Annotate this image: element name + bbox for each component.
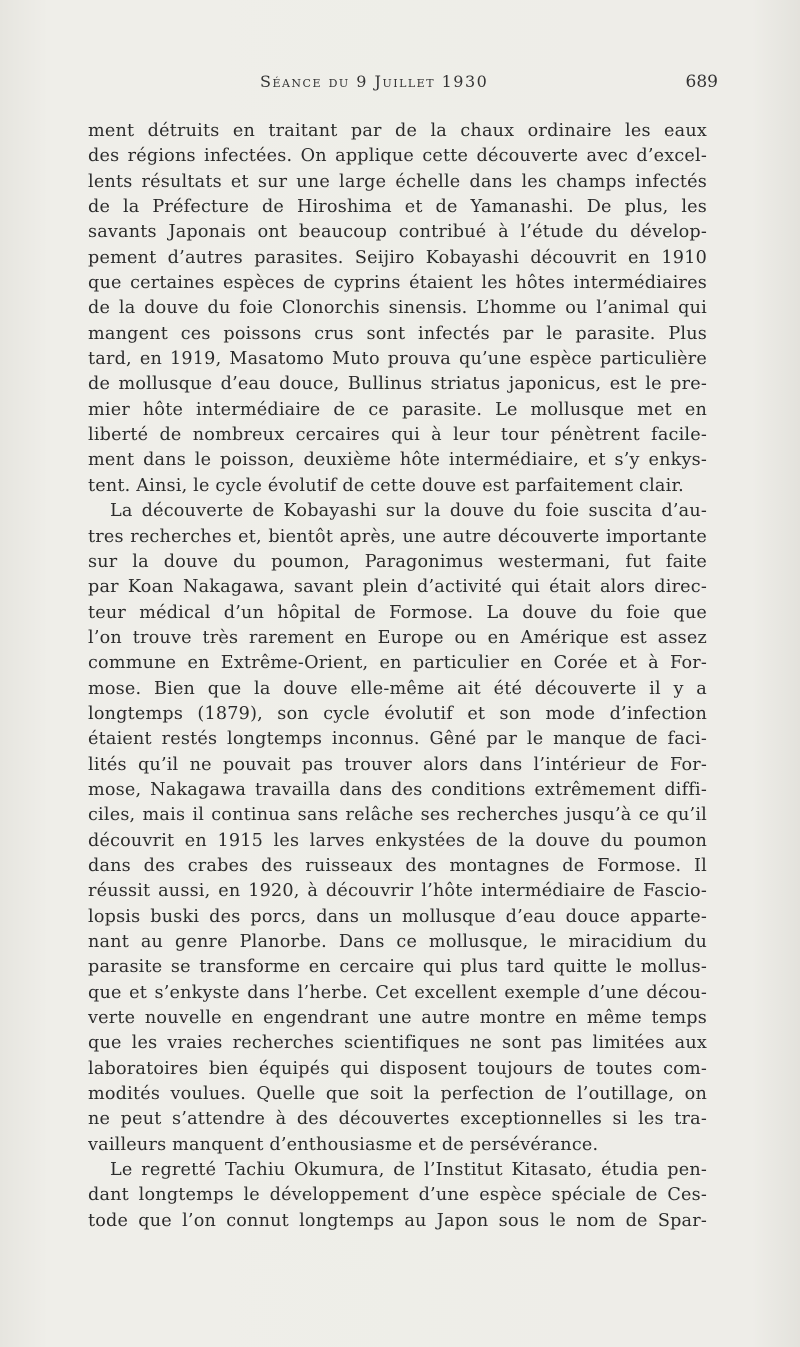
text-line: tode que l’on connut longtemps au Japon sous le nom de Spar-	[88, 1210, 707, 1231]
text-line: verte nouvelle en engendrant une autre montre en même temps	[88, 1008, 707, 1029]
text-line: lités qu’il ne pouvait pas trouver alors dans l’intérieur de For-	[88, 754, 707, 775]
page-number: 689	[685, 72, 718, 92]
paragraph-end-line: tent. Ainsi, le cycle évolutif de cette douve est parfaitement clair.	[88, 475, 684, 496]
text-line: mose, Nakagawa travailla dans des conditions extrêmement diffi-	[88, 779, 707, 800]
text-line: mangent ces poissons crus sont infectés par le parasite. Plus	[88, 323, 707, 344]
text-line: de mollusque d’eau douce, Bullinus striatus japonicus, est le pre-	[88, 374, 707, 395]
text-line: mose. Bien que la douve elle-même ait été découverte il y a	[88, 678, 707, 699]
text-line: découvrit en 1915 les larves enkystées de la douve du poumon	[88, 830, 707, 851]
paragraph-end-line: vailleurs manquent d’enthousiasme et de persévérance.	[88, 1134, 599, 1155]
running-head: Séance du 9 Juillet 1930	[260, 72, 489, 91]
text-line: liberté de nombreux cercaires qui à leur tour pénètrent facile-	[88, 425, 707, 446]
text-line: par Koan Nakagawa, savant plein d’activité qui était alors direc-	[88, 577, 707, 598]
text-line: de la Préfecture de Hiroshima et de Yamanashi. De plus, les	[88, 197, 707, 218]
page-header	[90, 72, 718, 100]
text-line: modités voulues. Quelle que soit la perfection de l’outillage, on	[88, 1084, 707, 1105]
text-line: de la douve du foie Clonorchis sinensis. L’homme ou l’animal qui	[88, 298, 707, 319]
body-text	[88, 119, 707, 1234]
text-line: mier hôte intermédiaire de ce parasite. Le mollusque met en	[88, 399, 707, 420]
text-line: étaient restés longtemps inconnus. Gêné par le manque de faci-	[88, 729, 707, 750]
text-line: commune en Extrême-Orient, en particulier en Corée et à For-	[88, 653, 707, 674]
text-line: l’on trouve très rarement en Europe ou en Amérique est assez	[88, 627, 707, 648]
text-line: lents résultats et sur une large échelle dans les champs infectés	[88, 171, 707, 192]
text-line: lopsis buski des porcs, dans un mollusque d’eau douce apparte-	[88, 906, 707, 927]
text-line: laboratoires bien équipés qui disposent toujours de toutes com-	[88, 1058, 707, 1079]
text-line: ment détruits en traitant par de la chaux ordinaire les eaux	[88, 121, 707, 141]
text-line: nant au genre Planorbe. Dans ce mollusque, le miracidium du	[88, 932, 707, 952]
text-line: ne peut s’attendre à des découvertes exceptionnelles si les tra-	[88, 1109, 707, 1130]
text-line: tres recherches et, bientôt après, une autre découverte importante	[88, 526, 707, 547]
text-line: pement d’autres parasites. Seijiro Kobayashi découvrit en 1910	[88, 247, 707, 268]
text-line: tard, en 1919, Masatomo Muto prouva qu’une espèce particulière	[88, 349, 707, 370]
text-line: ment dans le poisson, deuxième hôte intermédiaire, et s’y enkys-	[88, 450, 707, 471]
text-line: longtemps (1879), son cycle évolutif et son mode d’infection	[88, 703, 707, 724]
text-line: sur la douve du poumon, Paragonimus westermani, fut faite	[88, 551, 707, 572]
paragraph-start-line: La découverte de Kobayashi sur la douve du foie suscita d’au-	[110, 501, 707, 522]
text-line: teur médical d’un hôpital de Formose. La douve du foie que	[88, 602, 707, 623]
text-line: réussit aussi, en 1920, à découvrir l’hôte intermédiaire de Fascio-	[88, 881, 707, 902]
text-line: ciles, mais il continua sans relâche ses recherches jusqu’à ce qu’il	[88, 805, 707, 826]
text-line: que et s’enkyste dans l’herbe. Cet excellent exemple d’une décou-	[88, 982, 707, 1003]
text-line: que certaines espèces de cyprins étaient les hôtes intermédiaires	[88, 273, 707, 294]
text-line: des régions infectées. On applique cette découverte avec d’excel-	[88, 146, 707, 167]
text-line: savants Japonais ont beaucoup contribué à l’étude du dévelop-	[88, 222, 707, 243]
text-line: dant longtemps le développement d’une espèce spéciale de Ces-	[88, 1185, 707, 1206]
paragraph-start-line: Le regretté Tachiu Okumura, de l’Institut Kitasato, étudia pen-	[110, 1160, 707, 1181]
text-line: que les vraies recherches scientifiques ne sont pas limitées aux	[88, 1033, 707, 1054]
text-line: dans des crabes des ruisseaux des montagnes de Formose. Il	[88, 855, 707, 876]
text-line: parasite se transforme en cercaire qui plus tard quitte le mollus-	[88, 957, 707, 978]
